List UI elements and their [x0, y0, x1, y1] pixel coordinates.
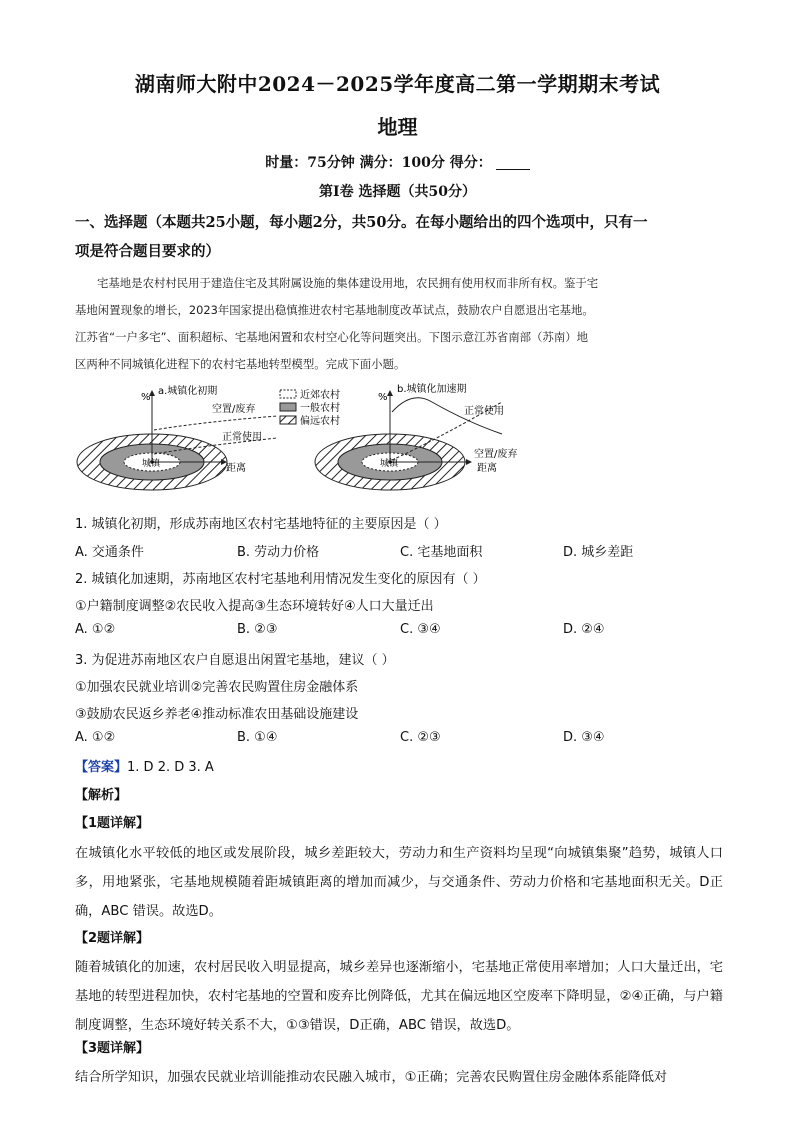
detail-2-body	[75, 953, 723, 1040]
exam-title: 湖南师大附中2024－2025学年度高二第一学期期末考试	[134, 72, 661, 96]
material-line-3: 江苏省“一户多宅”、面积超标、宅基地闲置和农村空心化等问题突出。下图示意江苏省南部（苏南）地	[75, 330, 588, 344]
b-title: b.城镇化加速期	[397, 384, 467, 395]
answer-text: 1. D 2. D 3. A	[127, 760, 214, 775]
b-curve2-label: 空置/废弃	[474, 449, 518, 460]
detail-1-body	[75, 839, 723, 926]
meta-text: 时量：75分钟 满分：100分 得分：	[265, 155, 492, 171]
question-3-items-2: ③鼓励农民返乡养老④推动标准农田基础设施建设	[75, 707, 359, 722]
answer-line	[75, 756, 214, 775]
q1-option-a[interactable]: A. 交通条件	[75, 545, 144, 560]
homestead-transition-figure	[72, 382, 552, 492]
score-blank	[496, 157, 530, 170]
section-heading-2: 项是符合题目要求的）	[75, 243, 220, 260]
b-x-label: 距离	[477, 463, 497, 474]
subject-title: 地理	[377, 115, 418, 139]
a-title: a.城镇化初期	[158, 386, 218, 397]
detail-3-text: 结合所学知识，加强农民就业培训能推动农民融入城市，①正确；完善农民购置住房金融体系能降低对	[75, 1070, 668, 1085]
b-y-unit: %	[378, 392, 388, 403]
legend-item-remote: 偏远农村	[300, 416, 340, 427]
volume-title: 第Ⅰ卷 选择题（共50分）	[319, 184, 476, 200]
q3-option-a[interactable]: A. ①②	[75, 730, 116, 745]
diagram-b	[315, 382, 517, 490]
material-line-4: 区两种不同城镇化进程下的农村宅基地转型模型。完成下面小题。	[75, 357, 406, 371]
a-vacant-curve	[154, 416, 277, 430]
b-center-label: 城镇	[380, 459, 399, 469]
q2-option-a[interactable]: A. ①②	[75, 622, 116, 637]
question-3-stem: 3. 为促进苏南地区农户自愿退出闲置宅基地，建议（ ）	[75, 653, 395, 668]
legend-item-near: 近郊农村	[300, 390, 340, 401]
exam-meta	[0, 152, 795, 172]
question-2-stem: 2. 城镇化加速期，苏南地区农村宅基地利用情况发生变化的原因有（ ）	[75, 572, 486, 587]
material-line-1: 宅基地是农村村民用于建造住宅及其附属设施的集体建设用地，农民拥有使用权而非所有权。鉴于宅	[97, 276, 599, 290]
answer-tag: 【答案】	[75, 760, 128, 775]
q3-option-d[interactable]: D. ③④	[563, 730, 605, 745]
b-curve1-label: 正常使用	[464, 406, 504, 417]
q3-option-b[interactable]: B. ①④	[237, 730, 278, 745]
q2-option-b[interactable]: B. ②③	[237, 622, 278, 637]
legend-item-general: 一般农村	[300, 403, 340, 414]
question-3-items-1: ①加强农民就业培训②完善农民购置住房金融体系	[75, 680, 359, 695]
question-2-items: ①户籍制度调整②农民收入提高③生态环境转好④人口大量迁出	[75, 599, 434, 614]
a-x-label: 距离	[226, 463, 246, 474]
detail-2-heading: 【2题详解】	[75, 931, 150, 946]
q1-option-c[interactable]: C. 宅基地面积	[400, 545, 483, 560]
analysis-tag: 【解析】	[75, 788, 128, 803]
a-y-unit: %	[141, 392, 151, 403]
diagram-a	[77, 384, 277, 490]
q1-option-d[interactable]: D. 城乡差距	[563, 545, 634, 560]
q3-option-c[interactable]: C. ②③	[400, 730, 441, 745]
material-line-2: 基地闲置现象的增长，2023年国家提出稳慎推进农村宅基地制度改革试点，鼓励农户自愿退出宅基地。	[75, 303, 594, 317]
detail-2-text: 随着城镇化的加速，农村居民收入明显提高，城乡差异也逐渐缩小，宅基地正常使用率增加；人口大量迁出，宅基地的转型进程加快，农村宅基地的空置和废弃比例降低，尤其在偏远地区空废率下降明显，②④正确，与户籍制度调整，生态环境好转关系不大，①③错误，D正确，ABC 错误，故选D。	[75, 960, 723, 1033]
q1-option-b[interactable]: B. 劳动力价格	[237, 545, 320, 560]
q2-option-c[interactable]: C. ③④	[400, 622, 441, 637]
detail-3-heading: 【3题详解】	[75, 1041, 150, 1056]
detail-3-body	[75, 1063, 723, 1092]
section-heading-1: 一、选择题（本题共25小题，每小题2分，共50分。在每小题给出的四个选项中，只有一	[75, 214, 648, 231]
a-curve1-label: 空置/废弃	[212, 404, 256, 415]
figure-legend	[280, 388, 340, 427]
question-1-stem: 1. 城镇化初期，形成苏南地区农村宅基地特征的主要原因是（ ）	[75, 517, 447, 532]
q2-option-d[interactable]: D. ②④	[563, 622, 605, 637]
a-center-label: 城镇	[142, 459, 161, 469]
a-curve2-label: 正常使用	[222, 432, 262, 443]
detail-1-heading: 【1题详解】	[75, 816, 150, 831]
detail-1-text: 在城镇化水平较低的地区或发展阶段，城乡差距较大，劳动力和生产资料均呈现“向城镇集聚”趋势，城镇人口多，用地紧张，宅基地规模随着距城镇距离的增加而减少，与交通条件、劳动力价格和宅基地面积无关。D正确，ABC 错误。故选D。	[75, 846, 723, 919]
